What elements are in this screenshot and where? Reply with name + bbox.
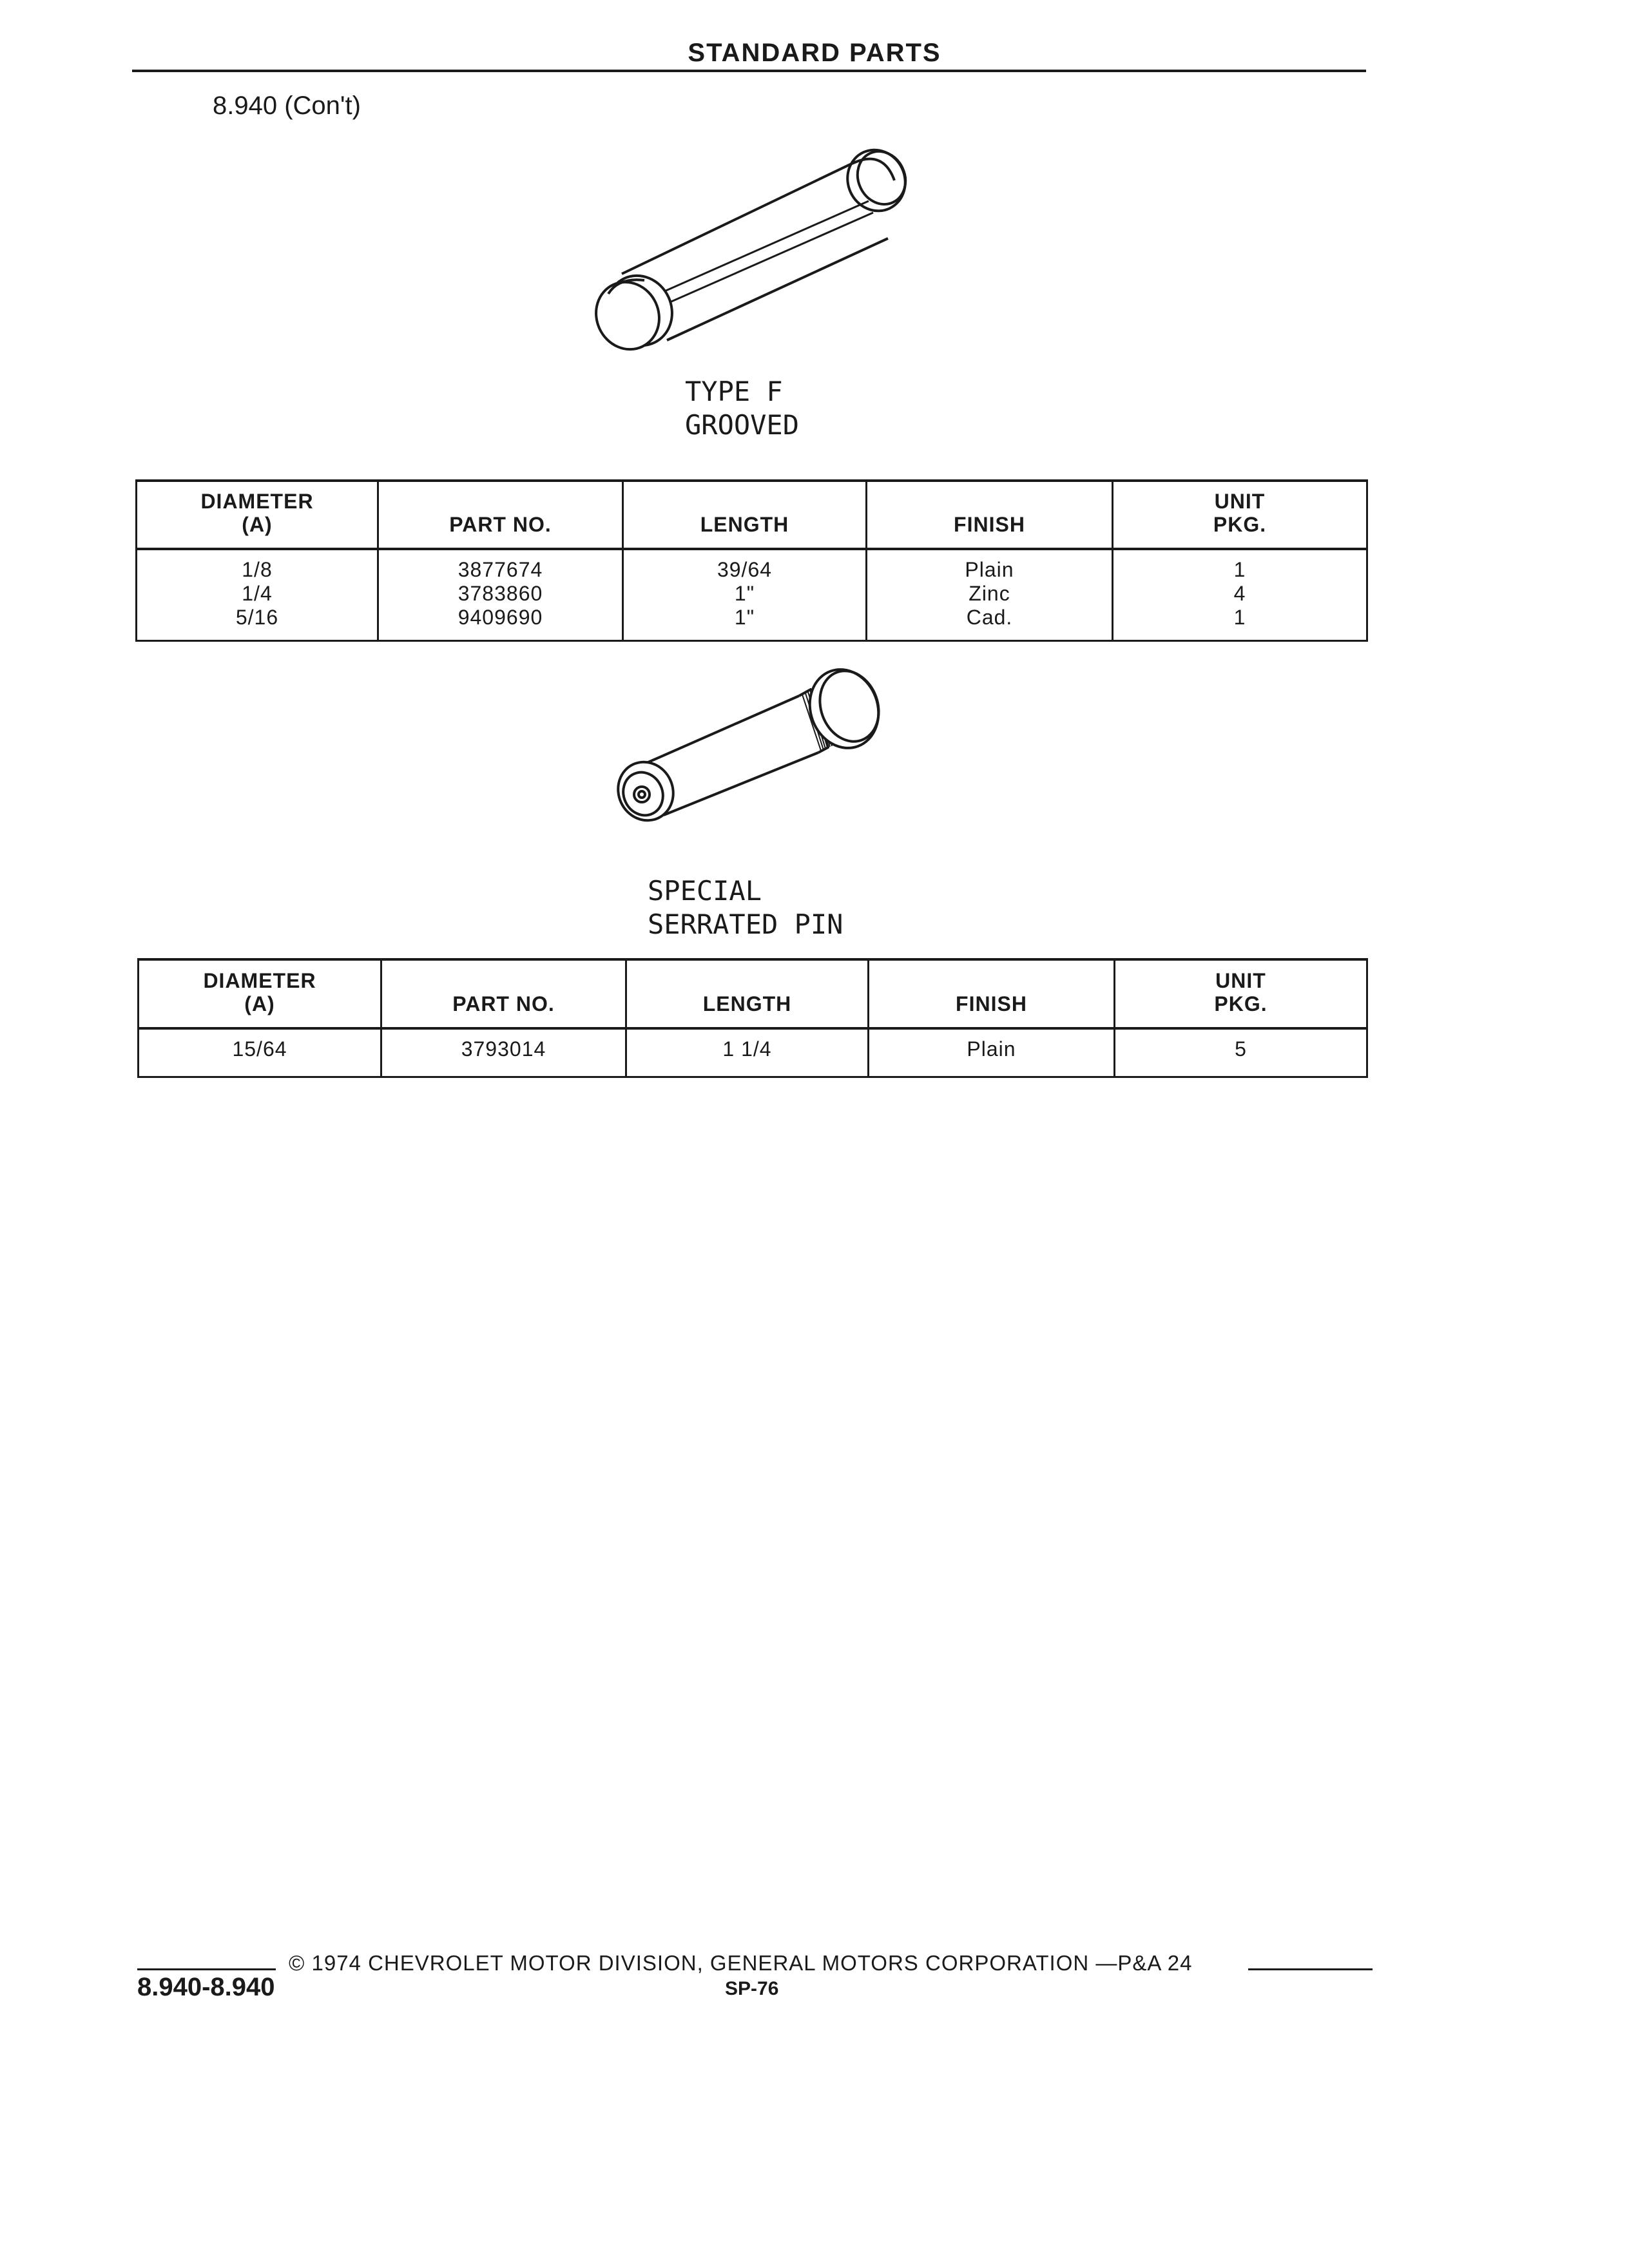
cell-diameter: 15/64 [139,1028,381,1077]
column-header-diameter [137,481,378,549]
cell-finish: Cad. [867,606,1113,641]
cell-unit-pkg: 1 [1113,606,1367,641]
caption-line: SPECIAL [648,875,762,907]
column-header-part-no: PART NO. [378,481,623,549]
cell-length: 1 1/4 [626,1028,869,1077]
serrated-pin-parts-table [137,958,1368,1078]
cell-length: 1" [623,606,867,641]
serrated-pin-illustration [606,657,889,844]
cell-length: 1" [623,582,867,606]
table-row [137,582,1367,606]
header-line: DIAMETER [200,490,314,513]
column-header-unit-pkg [1113,481,1367,549]
cell-diameter: 1/8 [137,549,378,582]
cell-length: 39/64 [623,549,867,582]
cell-part-no: 9409690 [378,606,623,641]
cell-diameter: 5/16 [137,606,378,641]
cell-unit-pkg: 4 [1113,582,1367,606]
caption-line: TYPE F [685,376,783,407]
table-row [139,1028,1367,1077]
cell-finish: Plain [869,1028,1115,1077]
type-f-parts-table [135,479,1368,642]
header-rule [132,70,1366,72]
header-line: PKG. [1213,513,1267,536]
page-range: 8.940-8.940 [137,1973,275,2001]
cell-part-no: 3877674 [378,549,623,582]
header-line: PKG. [1214,992,1268,1015]
cell-finish: Plain [867,549,1113,582]
page-number: SP-76 [725,1978,779,1999]
section-reference: 8.940 (Con't) [213,91,361,120]
column-header-length: LENGTH [623,481,867,549]
grooved-pin-illustration [580,142,915,361]
column-header-finish: FINISH [867,481,1113,549]
type-f-caption [685,375,799,442]
cell-finish: Zinc [867,582,1113,606]
page-header-title: STANDARD PARTS [688,39,941,67]
column-header-diameter [139,959,381,1028]
table-row [137,549,1367,582]
copyright-notice: © 1974 CHEVROLET MOTOR DIVISION, GENERAL MOTORS CORPORATION —P&A 24 [289,1951,1193,1975]
cell-diameter: 1/4 [137,582,378,606]
caption-line: SERRATED PIN [648,908,843,940]
caption-line: GROOVED [685,409,800,441]
header-line: UNIT [1215,969,1266,992]
header-line: (A) [242,513,273,536]
cell-part-no: 3793014 [381,1028,626,1077]
table-header-row [139,959,1367,1028]
table-header-row [137,481,1367,549]
column-header-part-no: PART NO. [381,959,626,1028]
column-header-length: LENGTH [626,959,869,1028]
column-header-unit-pkg [1115,959,1367,1028]
cell-unit-pkg: 5 [1115,1028,1367,1077]
header-line: DIAMETER [203,969,316,992]
serrated-pin-caption [648,874,843,941]
column-header-finish: FINISH [869,959,1115,1028]
cell-part-no: 3783860 [378,582,623,606]
table-row [137,606,1367,641]
header-line: (A) [244,992,275,1015]
header-line: UNIT [1214,490,1266,513]
footer-rule-left [137,1968,276,1970]
cell-unit-pkg: 1 [1113,549,1367,582]
footer-rule-right [1248,1968,1373,1970]
